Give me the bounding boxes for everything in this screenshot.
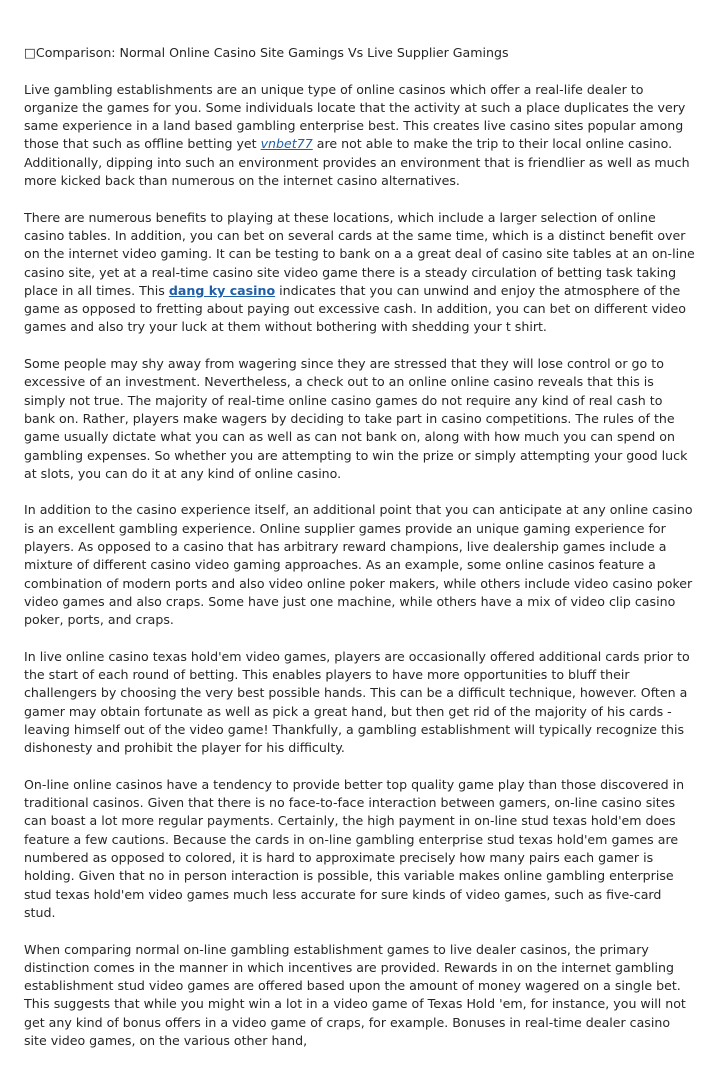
dang-ky-casino-link[interactable]: dang ky casino	[168, 282, 276, 298]
page-title: □Comparison: Normal Online Casino Site Gamings Vs Live Supplier Gamings	[24, 45, 509, 60]
paragraph-2-text-after: indicates that you can unwind and enjoy the atmosphere of the game as opposed to fretting about paying out excessive cash. In addition, you can bet on different video games and also try your luck at them without bothering with shedding your t shirt.	[24, 282, 686, 335]
paragraph-2	[24, 209, 696, 337]
document-body	[24, 44, 696, 1069]
paragraph-1	[24, 81, 696, 191]
paragraph-5: In live online casino texas hold'em video games, players are occasionally offered additional cards prior to the start of each round of betting. This enables players to have more opportunities to bluff their challengers by choosing the very best possible hands. This can be a difficult technique, however. Often a gamer may obtain fortunate as well as pick a great hand, but then get rid of the majority of his cards - leaving himself out of the video game! Thankfully, a gambling establishment will typically recognize this dishonesty and prohibit the player for his difficulty.	[24, 648, 690, 756]
vnbet77-link[interactable]: vnbet77	[260, 136, 313, 152]
paragraph-2-text-before: There are numerous benefits to playing at these locations, which include a larger selection of online casino tables. In addition, you can bet on several cards at the same time, which is a distinct benefit over on the internet video gaming. It can be testing to bank on a a great deal of casino site tables at an on-line casino site, yet at a real-time casino site video game there is a steady circulation of betting task taking place in all times. This	[24, 209, 695, 298]
paragraph-7: When comparing normal on-line gambling establishment games to live dealer casinos, the primary distinction comes in the manner in which incentives are provided. Rewards in on the internet gambling establishment stud video games are offered based upon the amount of money wagered on a single bet. This suggests that while you might win a lot in a video game of Texas Hold 'em, for instance, you will not get any kind of bonus offers in a video game of craps, for example. Bonuses in real-time dealer casino site video games, on the various other hand,	[24, 941, 686, 1049]
paragraph-1-text-after: are not able to make the trip to their local online casino. Additionally, dipping into such an environment provides an environment that is friendlier as well as much more kicked back than numerous on the internet casino alternatives.	[24, 136, 690, 189]
paragraph-4: In addition to the casino experience itself, an additional point that you can anticipate at any online casino is an excellent gambling experience. Online supplier games provide an unique gaming experience for players. As opposed to a casino that has arbitrary reward champions, live dealership games include a mixture of different casino video gaming approaches. As an example, some online casinos feature a combination of modern ports and also video online poker makers, while others include video casino poker video games and also craps. Some have just one machine, while others have a mix of video clip casino poker, ports, and craps.	[24, 502, 693, 628]
paragraph-6: On-line online casinos have a tendency to provide better top quality game play than those discovered in traditional casinos. Given that there is no face-to-face interaction between gamers, on-line casino sites can boast a lot more regular payments. Certainly, the high payment in on-line stud texas hold'em does feature a few cautions. Because the cards in on-line gambling enterprise stud texas hold'em games are numbered as opposed to colored, it is hard to approximate precisely how many pairs each gamer is holding. Given that no in person interaction is possible, this variable makes online gambling enterprise stud texas hold'em video games much less accurate for sure kinds of video games, such as five-card stud.	[24, 776, 685, 920]
paragraph-3: Some people may shy away from wagering since they are stressed that they will lose control or go to excessive of an investment. Nevertheless, a check out to an online online casino reveals that this is simply not true. The majority of real-time online casino games do not require any kind of real cash to bank on. Rather, players make wagers by deciding to take part in casino competitions. The rules of the game usually dictate what you can as well as can not bank on, along with how much you can spend on gambling expenses. So whether you are attempting to win the prize or simply attempting your good luck at slots, you can do it at any kind of online casino.	[24, 356, 688, 481]
paragraph-1-text-before: Live gambling establishments are an unique type of online casinos which offer a real-life dealer to organize the games for you. Some individuals locate that the activity at such a place duplicates the very same experience in a land based gambling enterprise best. This creates live casino sites popular among those that such as offline betting yet	[24, 81, 686, 152]
